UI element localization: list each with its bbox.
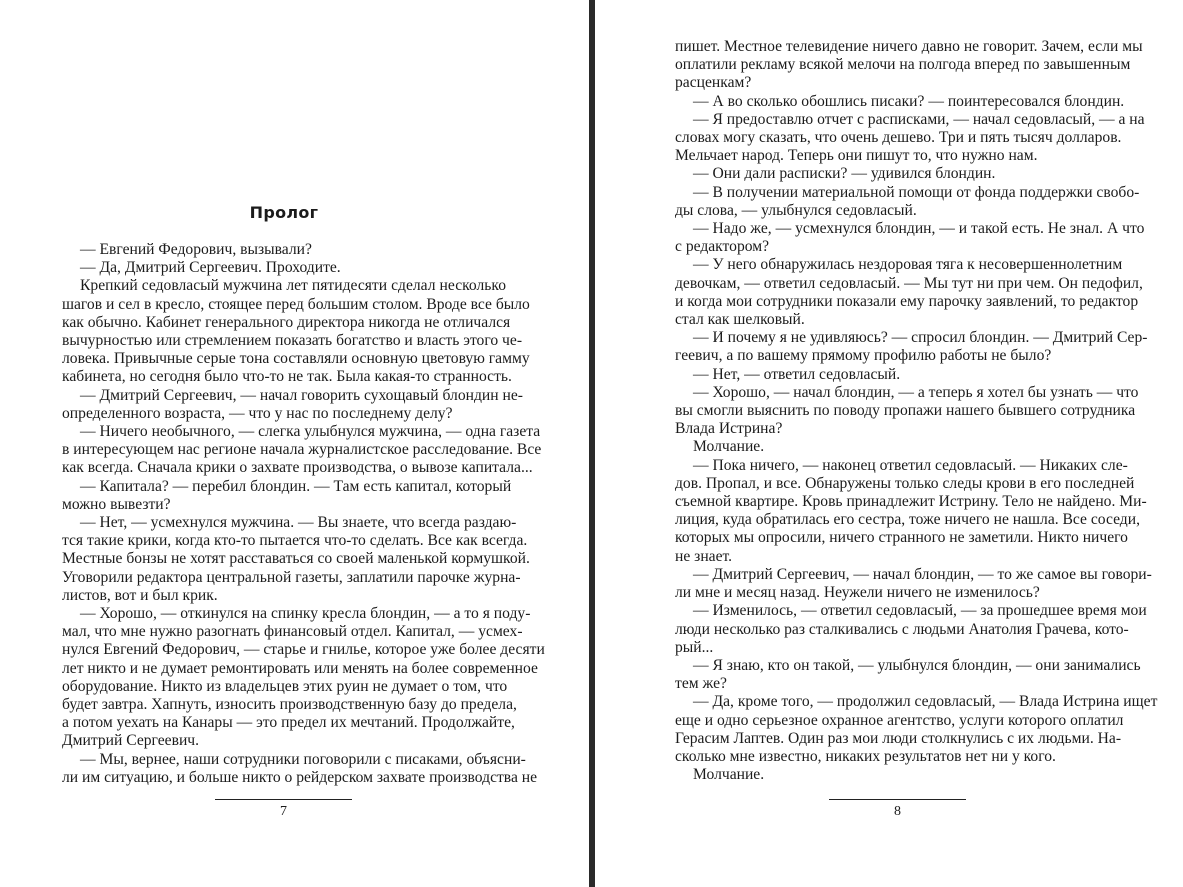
text-line: Влада Истрина? <box>675 420 783 438</box>
text-line: съемной квартире. Кровь принадлежит Истрину. Тело не найдено. Ми- <box>675 493 1147 511</box>
text-line: мал, что мне нужно разогнать финансовый отдел. Капитал, — усмех- <box>62 623 523 641</box>
text-line: словах могу сказать, что очень дешево. Три и пять тысяч долларов. <box>675 129 1122 147</box>
text-line: Мельчает народ. Теперь они пишут то, что нужно нам. <box>675 147 1038 165</box>
text-line: нулся Евгений Федорович, — старье и гнилье, которое уже более десяти <box>62 641 545 659</box>
text-line: — Они дали расписки? — удивился блондин. <box>693 165 996 183</box>
text-line: девочкам, — ответил седовласый. — Мы тут ни при чем. Он педофил, <box>675 274 1143 292</box>
left-page <box>0 0 589 887</box>
text-line: оплатили рекламу всякой мелочи на полгода вперед по завышенным <box>675 56 1131 74</box>
text-line: ды слова, — улыбнулся седовласый. <box>675 201 917 219</box>
text-line: — А во сколько обошлись писаки? — поинтересовался блондин. <box>693 92 1125 110</box>
text-line: — Капитала? — перебил блондин. — Там есть капитал, который <box>80 477 512 495</box>
text-line: — Дмитрий Сергеевич, — начал блондин, — то же самое вы говори- <box>693 565 1152 583</box>
text-line: кабинета, но сегодня было что-то не так. Была какая-то странность. <box>62 368 512 386</box>
text-line: с редактором? <box>675 238 770 256</box>
left-page-footer-rule <box>215 799 352 800</box>
text-line: — Я знаю, кто он такой, — улыбнулся блондин, — они занимались <box>693 656 1141 674</box>
text-line: которых мы опросили, ничего странного не заметили. Никто ничего <box>675 529 1128 547</box>
right-page-number: 8 <box>894 804 901 819</box>
text-line: пишет. Местное телевидение ничего давно не говорит. Зачем, если мы <box>675 38 1143 55</box>
text-line: — Ничего необычного, — слегка улыбнулся мужчина, — одна газета <box>80 423 541 441</box>
text-line: — Изменилось, — ответил седовласый, — за прошедшее время мои <box>693 602 1147 620</box>
text-line: — Нет, — усмехнулся мужчина. — Вы знаете, что всегда раздаю- <box>80 514 517 532</box>
text-line: дов. Пропал, и все. Обнаружены только следы крови в его последней <box>675 474 1135 492</box>
text-line: — Надо же, — усмехнулся блондин, — и такой есть. Не знал. А что <box>693 220 1145 238</box>
text-line: в интересующем нас регионе начала журналистское расследование. Все <box>62 441 542 459</box>
right-page <box>595 0 1183 887</box>
text-line: — Да, кроме того, — продолжил седовласый, — Влада Истрина ищет <box>693 693 1158 711</box>
text-line: тся такие крики, когда кто-то пытается что-то сделать. Все как всегда. <box>62 532 528 550</box>
left-page-number: 7 <box>280 804 287 819</box>
text-line: — Пока ничего, — наконец ответил седовласый. — Никаких сле- <box>693 456 1128 474</box>
text-line: Крепкий седовласый мужчина лет пятидесяти сделал несколько <box>80 277 506 295</box>
text-line: сколько мне известно, никаких результатов нет ни у кого. <box>675 747 1056 765</box>
text-line: Молчание. <box>693 438 765 456</box>
text-line: шагов и сел в кресло, стоящее перед большим столом. Вроде все было <box>62 295 530 313</box>
text-line: геевич, а по вашему прямому профилю работы не было? <box>675 347 1052 365</box>
text-line: вы смогли выяснить по поводу пропажи нашего бывшего сотрудника <box>675 402 1136 420</box>
text-line: ли им ситуацию, и больше никто о рейдерском захвате производства не <box>62 768 538 786</box>
text-line: — У него обнаружилась нездоровая тяга к несовершеннолетним <box>693 256 1123 274</box>
text-line: — В получении материальной помощи от фонда поддержки свобо- <box>693 183 1140 201</box>
text-line: еще и одно серьезное охранное агентство, услуги которого оплатил <box>675 711 1124 729</box>
text-line: не знает. <box>675 547 733 565</box>
text-line: — Да, Дмитрий Сергеевич. Проходите. <box>80 259 341 277</box>
text-line: рый... <box>675 638 714 656</box>
text-line: и когда мои сотрудники показали ему парочку заявлений, то редактор <box>675 292 1139 310</box>
text-line: — Дмитрий Сергеевич, — начал говорить сухощавый блондин не- <box>80 386 523 404</box>
text-line: Дмитрий Сергеевич. <box>62 732 200 750</box>
text-line: листов, вот и был крик. <box>62 586 218 604</box>
text-line: а потом уехать на Канары — это предел их мечтаний. Продолжайте, <box>62 714 515 732</box>
text-line: лиция, куда обратилась его сестра, тоже ничего не нашла. Все соседи, <box>675 511 1140 529</box>
text-line: люди несколько раз сталкивались с людьми Анатолия Грачева, кото- <box>675 620 1129 638</box>
text-line: расценкам? <box>675 74 752 92</box>
text-line: как всегда. Сначала крики о захвате производства, о вывозе капитала... <box>62 459 533 477</box>
text-line: тем же? <box>675 675 727 693</box>
text-line: можно вывезти? <box>62 495 171 513</box>
text-line: — Нет, — ответил седовласый. <box>693 365 901 383</box>
text-line: будет завтра. Хапнуть, износить производственную базу до предела, <box>62 696 517 714</box>
text-line: — Хорошо, — начал блондин, — а теперь я хотел бы узнать — что <box>693 383 1139 401</box>
text-line: Уговорили редактора центральной газеты, заплатили парочке журна- <box>62 568 521 586</box>
chapter-title: Пролог <box>249 203 319 222</box>
text-line: как обычно. Кабинет генерального директора никогда не отличался <box>62 313 511 331</box>
text-line: оборудование. Никто из владельцев этих руин не думает о том, что <box>62 677 508 695</box>
text-line: вычурностью или стремлением показать богатство и власть этого че- <box>62 332 523 350</box>
text-line: определенного возраста, — что у нас по последнему делу? <box>62 404 453 422</box>
text-line: — Евгений Федорович, вызывали? <box>80 241 312 258</box>
left-page-text <box>62 241 545 787</box>
text-line: стал как шелковый. <box>675 311 805 329</box>
text-line: — Я предоставлю отчет с расписками, — начал седовласый, — а на <box>693 110 1145 128</box>
text-line: — И почему я не удивляюсь? — спросил блондин. — Дмитрий Сер- <box>693 329 1148 347</box>
text-line: ловека. Привычные серые тона составляли основную цветовую гамму <box>62 350 530 368</box>
text-line: Местные бонзы не хотят расставаться со своей маленькой кормушкой. <box>62 550 530 568</box>
text-line: — Мы, вернее, наши сотрудники поговорили с писаками, объясни- <box>80 750 526 768</box>
text-line: — Хорошо, — откинулся на спинку кресла блондин, — а то я поду- <box>80 605 531 623</box>
text-line: Молчание. <box>693 766 765 784</box>
text-line: Герасим Лаптев. Один раз мои люди столкнулись с их людьми. На- <box>675 729 1122 747</box>
right-page-text <box>675 38 1158 784</box>
text-line: ли мне и месяц назад. Неужели ничего не изменилось? <box>675 584 1040 602</box>
text-line: лет никто и не думает ремонтировать или менять на более современное <box>62 659 538 677</box>
right-page-footer-rule <box>829 799 966 800</box>
